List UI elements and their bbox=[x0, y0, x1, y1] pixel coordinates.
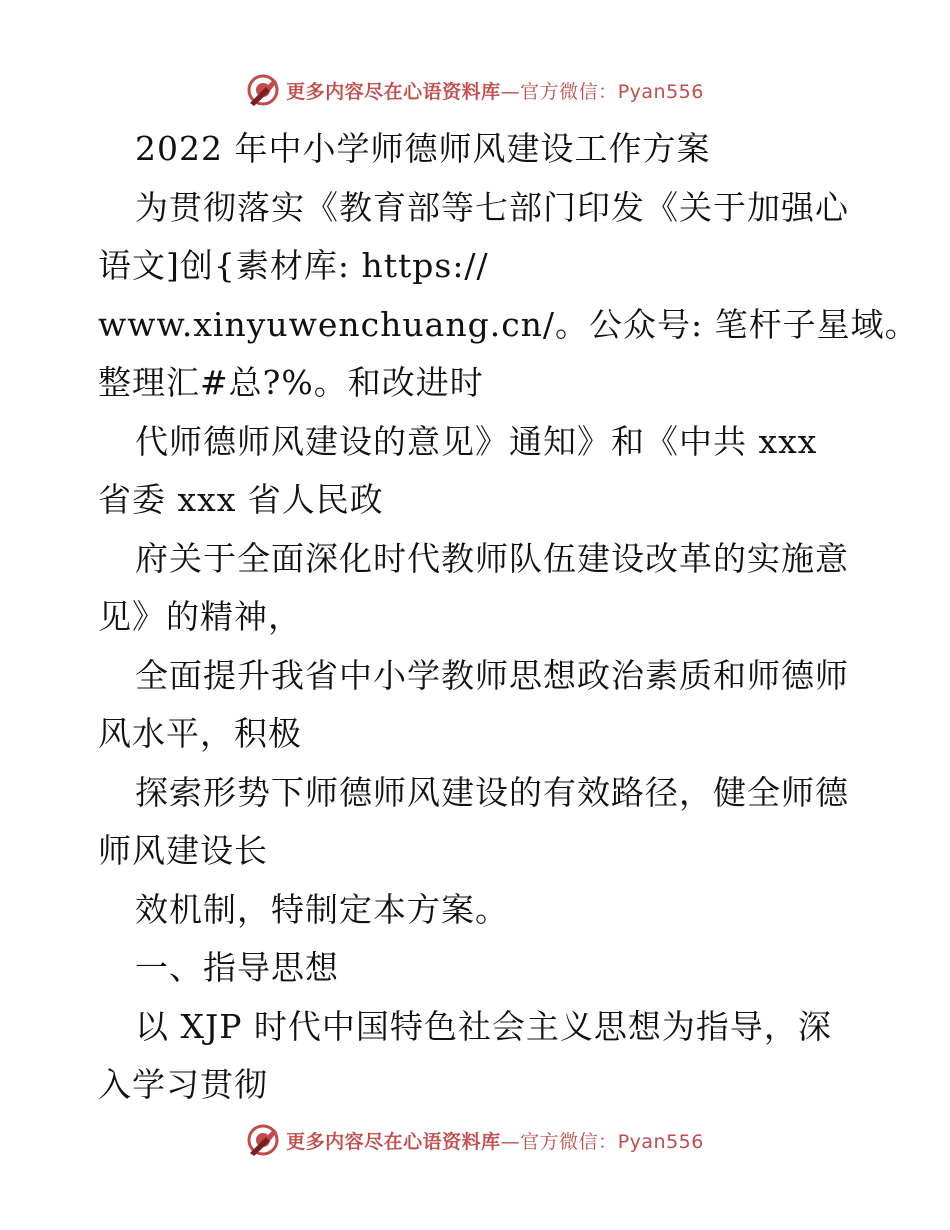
header-banner-text bbox=[286, 77, 704, 104]
document-line: 师风建设长 bbox=[98, 831, 268, 870]
document-line: 全面提升我省中小学教师思想政治素质和师德师 bbox=[135, 655, 849, 695]
document-line: 代师德师风建设的意见》通知》和《中共 xxx bbox=[135, 421, 818, 461]
document-line: 见》的精神， bbox=[98, 597, 302, 636]
document-line: 2022 年中小学师德师风建设工作方案 bbox=[135, 129, 711, 168]
header-official-text: —官方微信： bbox=[500, 80, 618, 103]
document-line: 为贯彻落实《教育部等七部门印发《关于加强心 bbox=[135, 187, 849, 227]
document-line: 以 XJP 时代中国特色社会主义思想为指导，深 bbox=[135, 1006, 832, 1046]
document-line: 语文]创{素材库: https:// bbox=[98, 246, 489, 285]
header-brand-text: 更多内容尽在心语资料库 bbox=[286, 80, 501, 103]
document-line: 探索形势下师德师风建设的有效路径，健全师德 bbox=[135, 772, 849, 812]
footer-wechat-id: Pyan556 bbox=[617, 1130, 704, 1153]
footer-banner-text bbox=[286, 1127, 704, 1154]
document-body bbox=[98, 120, 919, 1115]
footer-brand-text: 更多内容尽在心语资料库 bbox=[286, 1130, 501, 1153]
document-line: 风水平，积极 bbox=[98, 714, 302, 753]
document-line: 府关于全面深化时代教师队伍建设改革的实施意 bbox=[135, 538, 849, 578]
header-banner bbox=[0, 70, 950, 110]
header-wechat-id: Pyan556 bbox=[617, 80, 704, 103]
document-line: 整理汇#总?%。和改进时 bbox=[98, 363, 484, 402]
document-line: www.xinyuwenchuang.cn/。公众号: 笔杆子星域。 bbox=[98, 304, 919, 344]
footer-banner bbox=[0, 1120, 950, 1160]
document-line: 效机制，特制定本方案。 bbox=[135, 889, 509, 929]
pen-logo-icon bbox=[246, 1123, 280, 1157]
pen-logo-icon bbox=[246, 73, 280, 107]
document-line: 省委 xxx 省人民政 bbox=[98, 480, 384, 519]
document-line: 一、指导思想 bbox=[135, 948, 339, 987]
document-line: 入学习贯彻 bbox=[98, 1065, 268, 1104]
footer-official-text: —官方微信： bbox=[500, 1130, 618, 1153]
